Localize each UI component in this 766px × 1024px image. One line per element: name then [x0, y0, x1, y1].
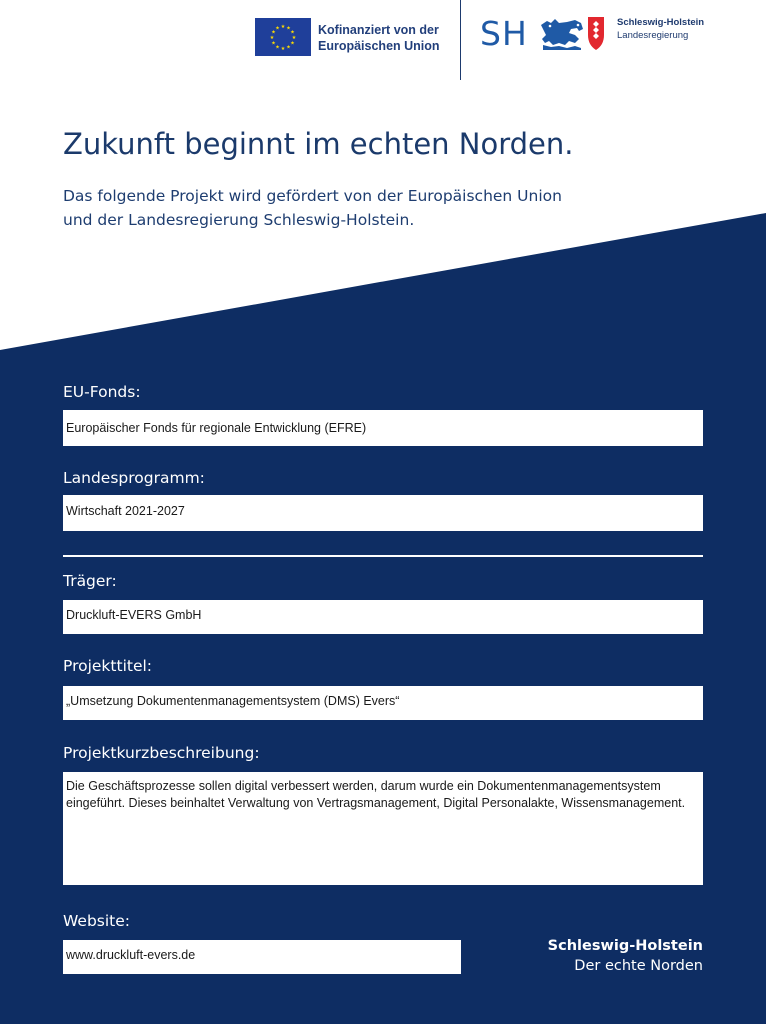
svg-text:★: ★ [269, 35, 275, 41]
traeger-label: Träger: [63, 572, 117, 590]
projekttitel-label: Projekttitel: [63, 657, 153, 675]
svg-text:★: ★ [275, 25, 280, 32]
traeger-field: Druckluft-EVERS GmbH [63, 600, 703, 634]
nettle-coat-of-arms-icon [586, 15, 606, 51]
intro-text [63, 184, 562, 232]
svg-text:★: ★ [290, 40, 295, 47]
intro-line-2: und der Landesregierung Schleswig-Holstein. [63, 211, 415, 229]
eu-line-1: Kofinanziert von der [318, 23, 439, 37]
website-field: www.druckluft-evers.de [63, 940, 461, 974]
eu-fonds-field: Europäischer Fonds für regionale Entwicklung (EFRE) [63, 410, 703, 446]
svg-text:★: ★ [286, 44, 291, 51]
eu-cofinanced-text [318, 22, 440, 54]
landesprogramm-field: Wirtschaft 2021-2027 [63, 495, 703, 531]
intro-line-1: Das folgende Projekt wird gefördert von der Europäischen Union [63, 187, 562, 205]
kurzbeschreibung-field: Die Geschäftsprozesse sollen digital verbessert werden, darum wurde ein Dokumentenmanagementsystem eingeführt. Dieses beinhaltet Verwaltung von Vertragsmanagement, Digital Personalakte, Wissensmanagement. [63, 772, 703, 885]
svg-text:★: ★ [286, 25, 291, 32]
svg-text:★: ★ [275, 44, 280, 51]
lion-coat-of-arms-icon [539, 15, 585, 51]
svg-text:★: ★ [271, 40, 276, 47]
svg-text:★: ★ [280, 24, 286, 30]
header-divider [460, 0, 461, 80]
eu-fonds-label: EU-Fonds: [63, 383, 141, 401]
kurzbeschreibung-label: Projektkurzbeschreibung: [63, 744, 260, 762]
sh-state-name: Schleswig-Holstein [617, 17, 705, 28]
website-label: Website: [63, 912, 131, 930]
svg-text:★: ★ [271, 29, 276, 36]
eu-line-2: Europäischen Union [318, 39, 440, 53]
eu-flag-icon [255, 18, 311, 56]
sh-logo-letters: SH [480, 14, 528, 53]
section-divider [63, 555, 703, 557]
landesprogramm-label: Landesprogramm: [63, 469, 205, 487]
svg-text:★: ★ [280, 46, 286, 52]
projekttitel-field: „Umsetzung Dokumentenmanagementsystem (DMS) Evers“ [63, 686, 703, 720]
footer-state-name: Schleswig-Holstein [547, 938, 703, 954]
page-title: Zukunft beginnt im echten Norden. [63, 127, 574, 161]
sh-government-label: Landesregierung [617, 30, 689, 41]
svg-text:★: ★ [290, 29, 295, 36]
footer-slogan: Der echte Norden [574, 958, 703, 974]
svg-text:★: ★ [291, 35, 297, 41]
